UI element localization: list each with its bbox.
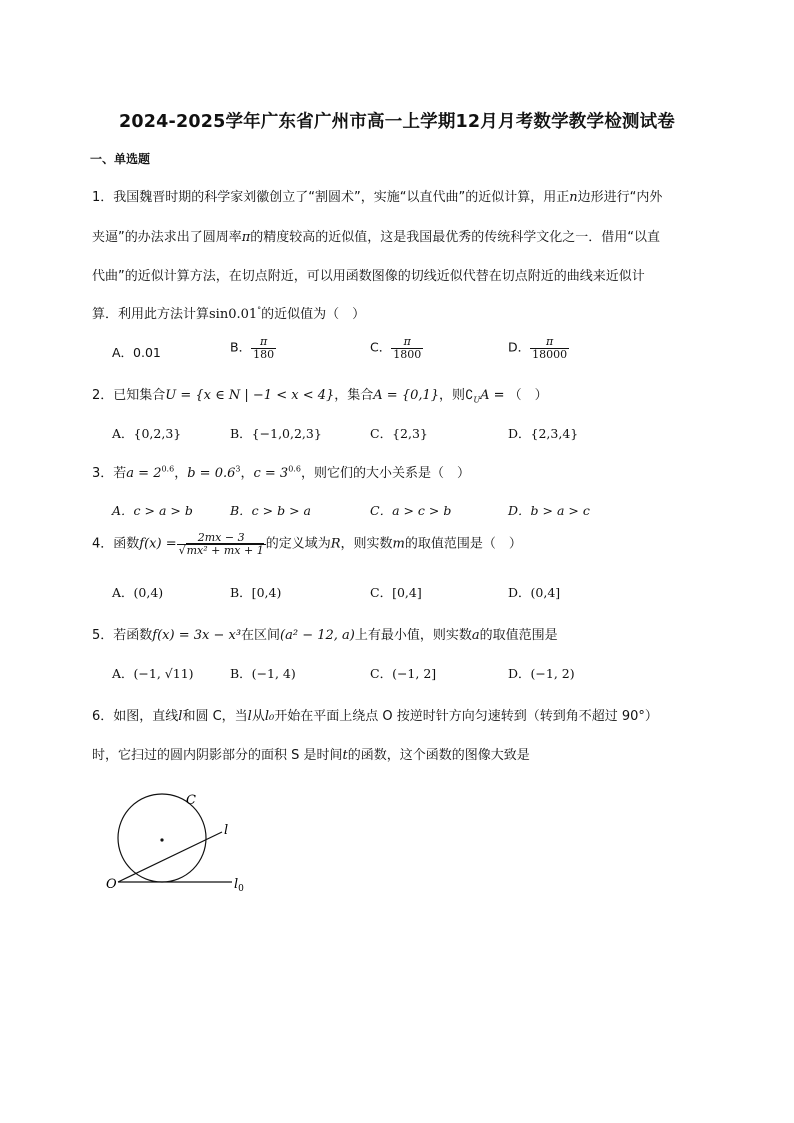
q2-option-c[interactable]: C．{2,3} (370, 426, 428, 441)
q3-a: a = 2 (126, 466, 162, 481)
q3-option-b[interactable]: B．c > b > a (230, 503, 311, 518)
option-label: B． (230, 339, 252, 355)
denominator: 180 (253, 347, 275, 361)
circle-center (160, 838, 163, 841)
q5-option-b[interactable]: B．(−1, 4) (230, 666, 296, 681)
q2-complement-sub: U (473, 395, 481, 405)
q3-options (112, 501, 732, 531)
fraction (530, 336, 569, 360)
q6-text: 从 (251, 709, 265, 724)
q5-text: 5．若函数 (92, 628, 153, 643)
q4-text: ，则实数 (340, 536, 393, 552)
q1-line-3: 代曲”的近似计算方法，在切点附近，可以用函数图像的切线近似代替在切点附近的曲线来近似计 (92, 269, 645, 284)
q1-text: 的近似值为（ ） (261, 307, 366, 322)
q1-pi: π (241, 230, 251, 245)
q4-m: m (392, 536, 405, 552)
q4-fx: f(x) = (139, 536, 177, 552)
q1-option-d[interactable] (508, 336, 569, 360)
q5-option-d[interactable]: D．(−1, 2) (508, 666, 575, 681)
q2-text: 2．已知集合 (92, 388, 166, 403)
q2-options (112, 424, 732, 454)
q3-option-a[interactable]: A．c > a > b (112, 503, 193, 518)
q2-option-b[interactable]: B．{−1,0,2,3} (230, 426, 322, 441)
label-l0-base: l (234, 877, 239, 892)
q1-option-a[interactable]: A．0.01 (112, 345, 161, 360)
q6-text: 开始在平面上绕点 O 按逆时针方向匀速转到（转到角不超过 90°） (274, 709, 658, 724)
q5-interval: (a² − 12, a) (280, 628, 355, 643)
q3-b-exp: 3 (235, 464, 241, 474)
q1-options (112, 336, 732, 366)
q1-option-b[interactable] (230, 336, 276, 360)
numerator: π (391, 336, 423, 349)
label-l0-sub: 0 (238, 884, 244, 894)
q3-c-exp: 0.6 (288, 464, 301, 474)
q4-text: 4．函数 (92, 536, 140, 552)
q6-line-l: l (178, 709, 183, 724)
label-c: C (186, 793, 196, 808)
denominator: √mx² + mx + 1 (178, 543, 264, 557)
q4-text: 的定义域为 (265, 536, 331, 552)
q5-text: 的取值范围是 (479, 628, 558, 643)
q4-option-a[interactable]: A．(0,4) (112, 585, 164, 600)
option-label: C． (370, 339, 392, 355)
q4-option-c[interactable]: C．[0,4] (370, 585, 422, 600)
q3-option-d[interactable]: D．b > a > c (508, 503, 590, 518)
q3-sep: ， (174, 466, 188, 481)
q1-line-2 (92, 226, 660, 245)
q6-text: 的函数，这个函数的图像大致是 (347, 748, 530, 763)
q1-text: 夹逼”的办法求出了圆周率 (92, 230, 242, 245)
numerator: π (251, 336, 276, 349)
q6-line-l: l (247, 709, 252, 724)
fraction (251, 336, 276, 360)
q1-option-c[interactable] (370, 336, 423, 360)
q4-r: R (330, 536, 341, 552)
q5-option-c[interactable]: C．(−1, 2] (370, 666, 437, 681)
denominator: 18000 (532, 347, 568, 361)
q6-line-2 (92, 744, 530, 763)
q3-sep: ， (240, 466, 254, 481)
q6-text: 和圆 C，当 (182, 709, 248, 724)
q1-sin: sin0.01 (209, 307, 258, 322)
q6-circle-figure (100, 788, 270, 898)
line-l (118, 832, 222, 882)
numerator: π (530, 336, 569, 349)
page-title: 2024-2025学年广东省广州市高一上学期12月月考数学教学检测试卷 (118, 112, 676, 132)
q2-set-a: A = {0,1} (373, 388, 440, 403)
q3-text: ，则它们的大小关系是（ ） (300, 466, 470, 481)
q6-t: t (342, 748, 348, 763)
q4-options (112, 583, 732, 613)
q2-complement: ∁ (465, 388, 474, 403)
q4-option-d[interactable]: D．(0,4] (508, 585, 561, 600)
numerator: 2mx − 3 (177, 532, 266, 545)
q2-text: = （ ） (489, 388, 548, 403)
q1-text: 边形进行“内外 (577, 190, 663, 205)
q5-option-a[interactable]: A．(−1, √11) (112, 666, 194, 681)
q2-text: ，集合 (334, 388, 374, 403)
label-l0 (234, 877, 244, 894)
q1-var-n: n (569, 190, 578, 205)
q6-line-1 (92, 705, 658, 724)
q5-a: a (471, 628, 480, 643)
q3-a-exp: 0.6 (161, 464, 175, 474)
q6-text: 6．如图，直线 (92, 709, 179, 724)
q6-line-l0: l₀ (264, 709, 275, 724)
radicand: mx² + mx + 1 (186, 543, 264, 557)
q5-options (112, 664, 732, 694)
label-o: O (106, 877, 117, 892)
q3-stem (92, 462, 470, 481)
q1-line-4 (92, 303, 365, 322)
q5-fx: f(x) = 3x − x³ (152, 628, 242, 643)
q4-option-b[interactable]: B．[0,4) (230, 585, 282, 600)
q2-set-u: U = {x ∈ N | −1 < x < 4} (165, 388, 335, 403)
q5-text: 上有最小值，则实数 (354, 628, 472, 643)
q1-line-1 (92, 186, 662, 205)
q3-b: b = 0.6 (187, 466, 236, 481)
q4-text: 的取值范围是（ ） (404, 536, 522, 552)
q4-fraction (177, 532, 266, 556)
q2-text: ，则 (439, 388, 466, 403)
q3-c: c = 3 (253, 466, 289, 481)
label-l: l (224, 823, 229, 838)
q6-text: 时，它扫过的圆内阴影部分的面积 S 是时间 (92, 748, 343, 763)
q3-option-c[interactable]: C．a > c > b (370, 503, 452, 518)
q2-option-d[interactable]: D．{2,3,4} (508, 426, 579, 441)
q5-stem (92, 624, 558, 643)
q3-text: 3．若 (92, 466, 127, 481)
q2-stem (92, 384, 548, 405)
q1-text: 的精度较高的近似值，这是我国最优秀的传统科学文化之一．借用“以直 (250, 230, 661, 245)
section-heading: 一、单选题 (90, 152, 151, 166)
fraction (391, 336, 423, 360)
q4-stem (92, 532, 522, 556)
q2-option-a[interactable]: A．{0,2,3} (112, 426, 182, 441)
q1-degree: ° (257, 305, 262, 315)
q1-text: 1．我国魏晋时期的科学家刘徽创立了“割圆术”，实施“以直代曲”的近似计算，用正 (92, 190, 570, 205)
q1-text: 算．利用此方法计算 (92, 307, 210, 322)
q5-text: 在区间 (241, 628, 281, 643)
denominator: 1800 (393, 347, 422, 361)
q2-complement-set: A (480, 388, 490, 403)
option-label: D． (508, 339, 531, 355)
